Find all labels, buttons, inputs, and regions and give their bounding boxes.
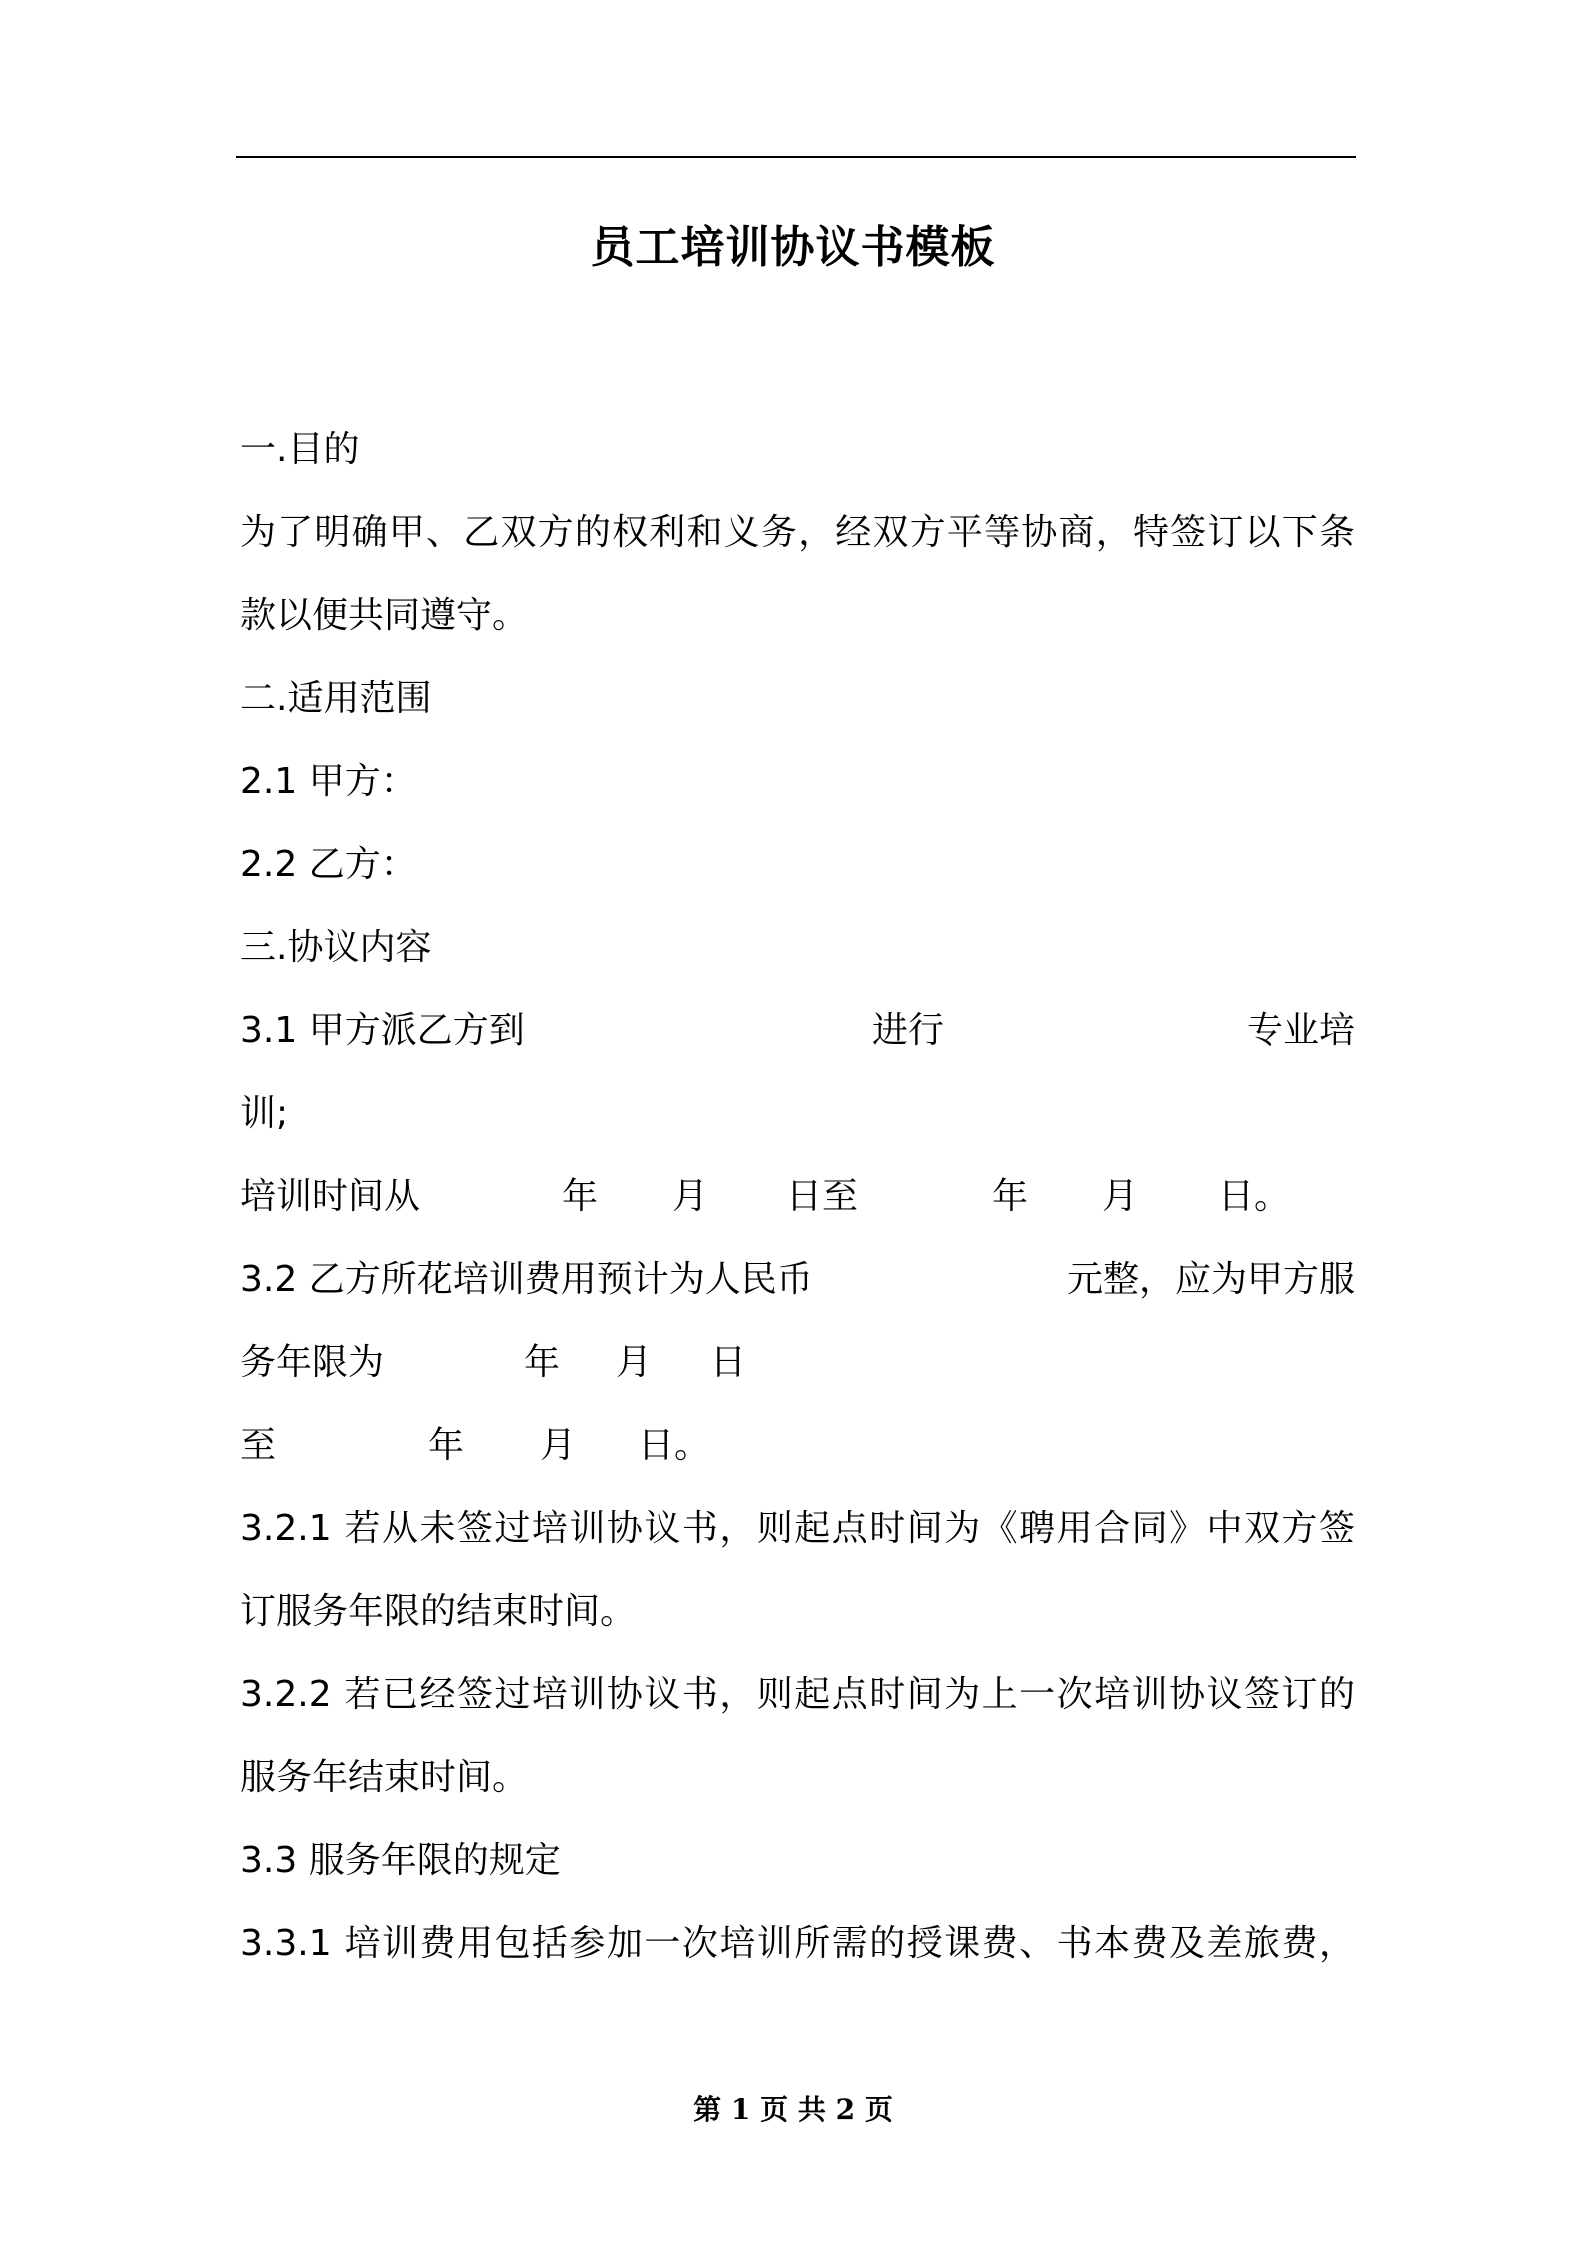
date-unit: 日至 (786, 1176, 859, 1217)
clause-3-2-part: 3.2 乙方所花培训费用预计为人民币 (240, 1259, 813, 1300)
clause-3-2-part: 元整，应为甲方服 (1066, 1259, 1355, 1300)
date-unit: 月 (540, 1425, 577, 1466)
section-1-heading: 一.目的 (240, 429, 360, 470)
page-footer: 第 1 页 共 2 页 (693, 2093, 893, 2126)
date-unit: 年 (992, 1176, 1029, 1217)
clause-3-3: 3.3 服务年限的规定 (240, 1840, 561, 1881)
section-3-heading: 三.协议内容 (240, 927, 432, 968)
header-rule (236, 156, 1356, 158)
date-unit: 日。 (1218, 1176, 1291, 1217)
paragraph-line: 订服务年限的结束时间。 (240, 1591, 637, 1632)
clause-3-1 (240, 989, 1355, 1072)
clause-3-1-part: 专业培 (1246, 1010, 1355, 1051)
date-unit: 月 (1102, 1176, 1139, 1217)
date-unit: 月 (672, 1176, 709, 1217)
service-period-label: 务年限为 (240, 1342, 385, 1383)
date-unit: 日。 (638, 1425, 711, 1466)
clause-2-2: 2.2 乙方： (240, 844, 417, 885)
clause-3-2 (240, 1238, 1355, 1321)
date-unit: 年 (524, 1342, 561, 1383)
clause-3-2-1: 3.2.1 若从未签过培训协议书，则起点时间为《聘用合同》中双方签 (240, 1508, 1355, 1549)
paragraph-line: 为了明确甲、乙双方的权利和义务，经双方平等协商，特签订以下条 (240, 512, 1355, 553)
date-unit: 日 (710, 1342, 747, 1383)
clause-3-3-1: 3.3.1 培训费用包括参加一次培训所需的授课费、书本费及差旅费， (240, 1923, 1355, 1964)
clause-2-1: 2.1 甲方： (240, 761, 417, 802)
date-unit: 年 (562, 1176, 599, 1217)
training-period-label: 培训时间从 (240, 1176, 421, 1217)
paragraph-line: 训; (240, 1093, 289, 1134)
service-period-end-line (240, 1404, 1355, 1487)
clause-3-2-2: 3.2.2 若已经签过培训协议书，则起点时间为上一次培训协议签订的 (240, 1674, 1355, 1715)
section-2-heading: 二.适用范围 (240, 678, 432, 719)
service-period-line (240, 1321, 1355, 1404)
date-unit: 月 (616, 1342, 653, 1383)
document-title: 员工培训协议书模板 (590, 222, 996, 273)
date-unit: 年 (428, 1425, 465, 1466)
document-body (240, 408, 1355, 1985)
clause-3-1-part: 进行 (872, 1010, 945, 1051)
service-period-to: 至 (240, 1425, 277, 1466)
clause-3-1-part: 3.1 甲方派乙方到 (240, 1010, 525, 1051)
training-period-line (240, 1155, 1355, 1238)
paragraph-line: 服务年结束时间。 (240, 1757, 529, 1798)
paragraph-line: 款以便共同遵守。 (240, 595, 529, 636)
